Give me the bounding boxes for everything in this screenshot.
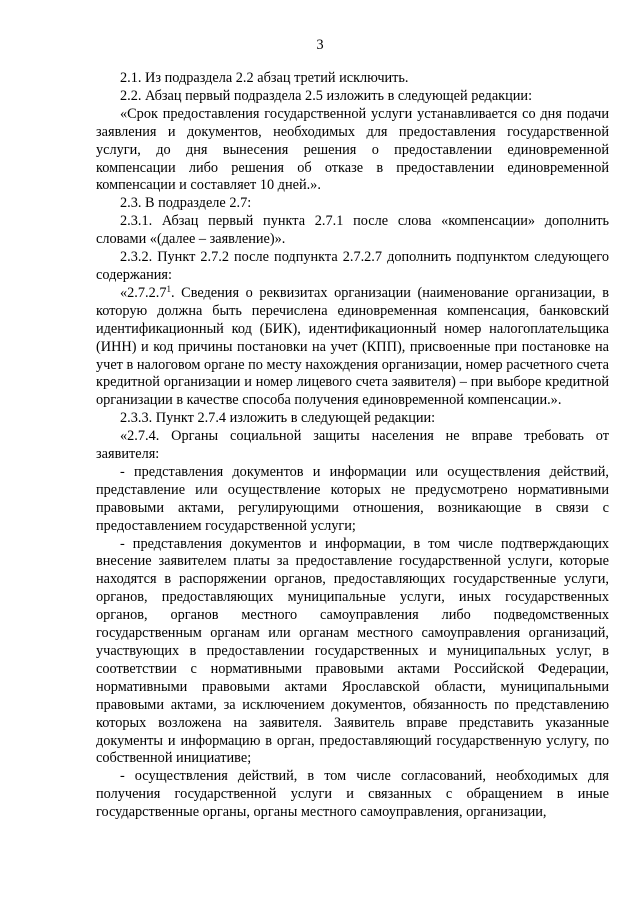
paragraph: - осуществления действий, в том числе согласований, необходимых для получения государственной услуги и связанных с обращением в иные государственные органы, органы местного самоуправления, организации, — [96, 768, 609, 821]
paragraph: «2.7.4. Органы социальной защиты населения не вправе требовать от заявителя: — [96, 428, 609, 463]
document-body — [96, 70, 609, 822]
paragraph: 2.3. В подразделе 2.7: — [120, 195, 252, 212]
paragraph: - представления документов и информации или осуществления действий, представление или осуществление которых не предусмотрено нормативными правовыми актами, регулирующими отношения, возникающие в связи с предоставлением государственной услуги; — [96, 463, 609, 534]
paragraph: 2.3.3. Пункт 2.7.4 изложить в следующей редакции: — [120, 410, 436, 427]
paragraph: 2.3.1. Абзац первый пункта 2.7.1 после слова «компенсации» дополнить словами «(далее – заявление)». — [96, 213, 609, 248]
superscript: 1 — [166, 283, 171, 294]
page-number: 3 — [316, 37, 324, 53]
paragraph: 2.1. Из подраздела 2.2 абзац третий исключить. — [120, 70, 409, 86]
paragraph — [96, 285, 609, 410]
paragraph-text: . Сведения о реквизитах организации (наименование организации, в которую должна быть перечислена единовременная компенсация, банковский идентификационный код (БИК), идентификационный номер налогоплательщика (ИНН) и код причины постановки на учет (КПП), присвоенные при постановке на учет в налоговом органе по месту нахождения организации, номер расчетного счета кредитной организации и номер лицевого счета заявителя) – при выборе кредитной организации в качестве способа получения единовременной компенсации.». — [96, 284, 609, 409]
paragraph: «Срок предоставления государственной услуги устанавливается со дня подачи заявления и документов, необходимых для предоставления государственной услуги, до дня вынесения решения о предоставлении единовременной компенсации либо решения об отказе в предоставлении единовременной компенсации и составляет 10 дней.». — [96, 105, 609, 194]
paragraph: 2.2. Абзац первый подраздела 2.5 изложить в следующей редакции: — [120, 87, 533, 104]
paragraph-lead: «2.7.2.7 — [120, 284, 167, 301]
paragraph: - представления документов и информации, в том числе подтверждающих внесение заявителем платы за предоставление государственной услуги, которые находятся в распоряжении органов, предоставляющих государственные услуги, органов, предоставляющих муниципальные услуги, иных государственных органов, органов местного самоуправления либо подведомственных государственным органам или органам местного самоуправления организаций, участвующих в предоставлении государственных и муниципальных услуг, в соответствии с нормативными правовыми актами Российской Федерации, нормативными правовыми актами Ярославской области, муниципальными правовыми актами, за исключением документов, обязанность по представлению которых возложена на заявителя. Заявитель вправе представить указанные документы и информацию в орган, предоставляющий государственную услугу, по собственной инициативе; — [96, 535, 609, 767]
paragraph: 2.3.2. Пункт 2.7.2 после подпункта 2.7.2.7 дополнить подпунктом следующего содержания: — [96, 249, 609, 283]
